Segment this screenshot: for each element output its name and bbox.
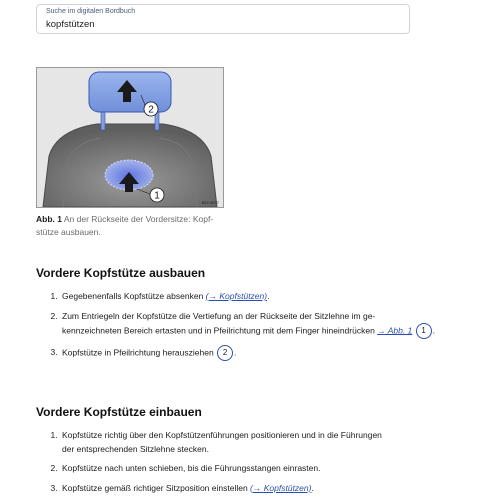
list-item: 1. Kopfstütze richtig über den Kopfstützenführungen positionieren und in die Führungen der entsprechenden Sitzlehne stecken. (60, 429, 440, 456)
list-item: 2. Zum Entriegeln der Kopfstütze die Vertiefung an der Rückseite der Sitzlehne im ge- kennzeichneten Bereich ertasten und in Pfeilrichtung mit dem Finger hineindrücken → Abb. 1 1 . (60, 310, 440, 340)
list-item: 3. Kopfstütze gemäß richtiger Sitzposition einstellen (→ Kopfstützen). (60, 482, 440, 496)
search-box[interactable] (36, 4, 410, 34)
list-item: 2. Kopfstütze nach unten schieben, bis die Führungsstangen einrasten. (60, 462, 440, 476)
search-input[interactable] (46, 17, 386, 31)
callout-1-label: 1 (154, 190, 160, 202)
steps-remove (36, 290, 440, 367)
list-item: 3. Kopfstütze in Pfeilrichtung herausziehen 2 . (60, 345, 440, 361)
list-item: 1. Gegebenenfalls Kopfstütze absenken (→ Kopfstützen). (60, 290, 440, 304)
section-title-install: Vordere Kopfstütze einbauen (36, 405, 202, 419)
section-title-remove: Vordere Kopfstütze ausbauen (36, 266, 206, 280)
steps-install (36, 429, 440, 501)
caption-text: An der Rückseite der Vordersitze: Kopf- stütze ausbauen. (36, 214, 214, 237)
callout-2-label: 2 (148, 104, 154, 116)
callout-2 (144, 102, 158, 116)
link-kopfstuetzen[interactable]: (→ Kopfstützen) (205, 291, 268, 301)
link-abb-1[interactable]: → Abb. 1 (377, 325, 413, 336)
link-kopfstuetzen-2[interactable]: (→ Kopfstützen) (250, 482, 312, 493)
headrest-illustration (37, 68, 223, 207)
callout-2-inline: 2 (217, 345, 233, 361)
figure-headrest-removal (36, 67, 224, 208)
callout-1-inline: 1 (416, 323, 432, 339)
figure-code: B3Y-0077 (201, 200, 219, 205)
search-label: Suche im digitalen Bordbuch (46, 8, 136, 15)
callout-1 (150, 188, 164, 202)
caption-label: Abb. 1 (36, 214, 62, 224)
figure-caption (36, 213, 236, 239)
